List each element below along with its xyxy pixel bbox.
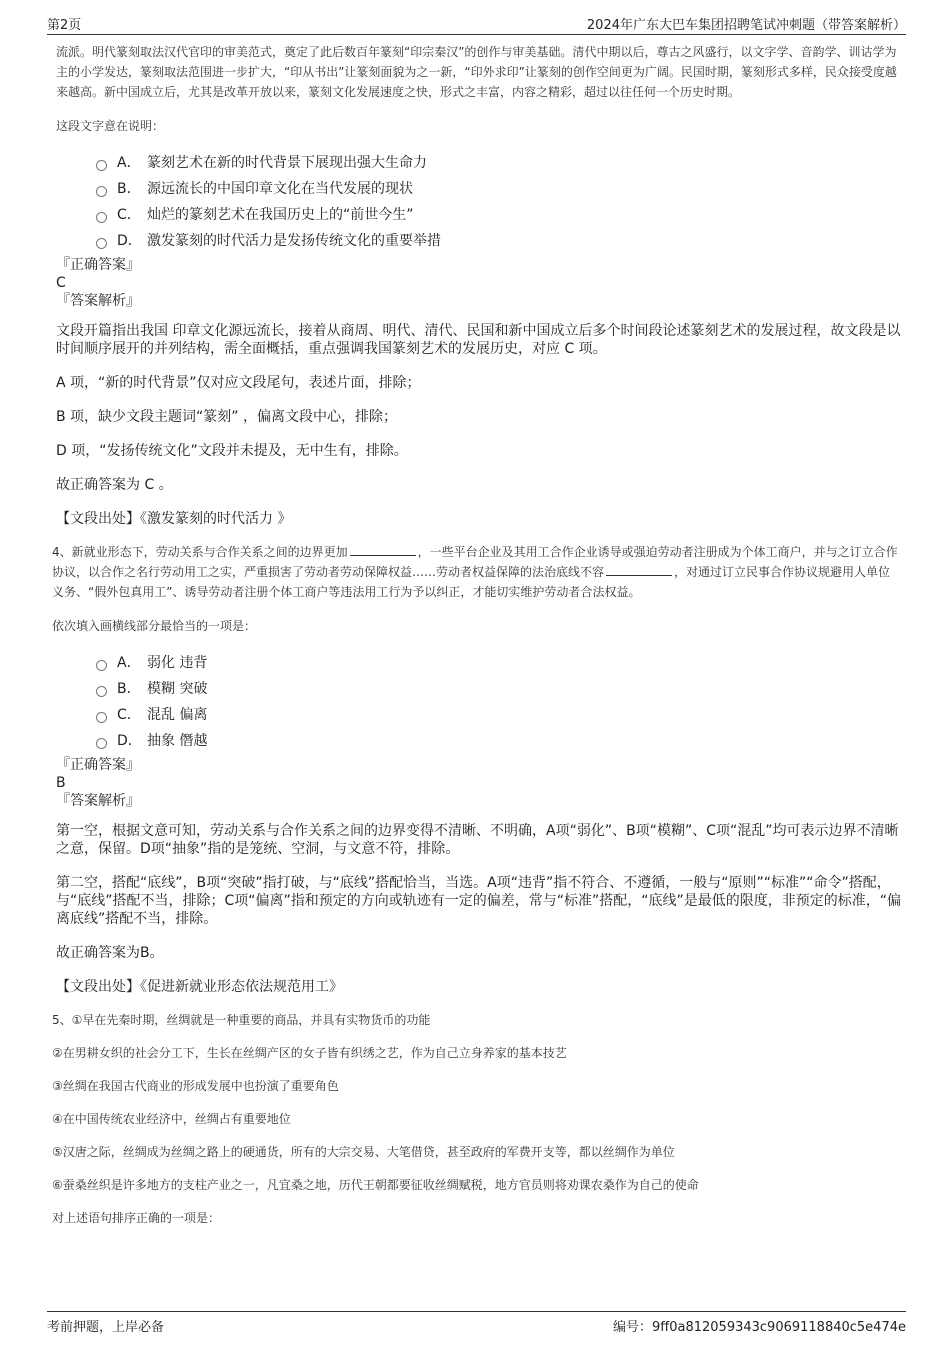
q5-item-4: ④在中国传统农业经济中，丝绸占有重要地位 xyxy=(52,1112,291,1126)
radio-icon[interactable] xyxy=(96,712,107,723)
q4-option-d[interactable]: D． 抽象 僭越 xyxy=(96,728,902,754)
q4-answer-label: 『正确答案』 xyxy=(56,757,140,773)
blank-line xyxy=(350,543,416,556)
radio-icon[interactable] xyxy=(96,738,107,749)
radio-icon[interactable] xyxy=(96,686,107,697)
page-content xyxy=(52,42,902,1228)
q4-option-a[interactable]: A． 弱化 违背 xyxy=(96,650,902,676)
page-footer xyxy=(47,1311,906,1338)
q5-item-3: ③丝绸在我国古代商业的形成发展中也扮演了重要角色 xyxy=(52,1079,339,1093)
q5-prompt: 对上述语句排序正确的一项是： xyxy=(52,1211,221,1225)
radio-icon[interactable] xyxy=(96,212,107,223)
q3-option-b[interactable]: B． 源远流长的中国印章文化在当代发展的现状 xyxy=(96,176,902,202)
q3-analysis-label: 『答案解析』 xyxy=(56,293,140,309)
q3-answer-label: 『正确答案』 xyxy=(56,257,140,273)
q3-source: 【文段出处】《激发篆刻的时代活力 》 xyxy=(56,511,292,527)
q4-analysis-3: 故正确答案为B。 xyxy=(56,945,164,961)
q4-answer: B xyxy=(56,775,66,791)
q4-question: 4、新就业形态下，劳动关系与合作关系之间的边界更加 ，一些平台企业及其用工合作企业诱导或强迫劳动者注册成为个体工商户，并与之订立合作协议，以合作之名行劳动用工之实，严重损害了劳动者劳动保障权益……劳动者权益保障的法治底线不容 ，对通过订立民事合作协议规避用人单位义务、“假外包真用工”、诱导劳动者注册个体工商户等违法用工行为予以纠正，才能切实维护劳动者合法权益。 xyxy=(52,545,898,599)
document-title: 2024年广东大巴车集团招聘笔试冲刺题（带答案解析） xyxy=(586,18,906,33)
page-header xyxy=(47,12,906,35)
q4-analysis-label: 『答案解析』 xyxy=(56,793,140,809)
q3-analysis-3: B 项，缺少文段主题词“篆刻” ，偏离文段中心，排除； xyxy=(56,409,398,425)
q4-options xyxy=(96,650,902,754)
q3-options xyxy=(96,150,902,254)
q3-option-a[interactable]: A． 篆刻艺术在新的时代背景下展现出强大生命力 xyxy=(96,150,902,176)
q5-item-5: ⑤汉唐之际，丝绸成为丝绸之路上的硬通货，所有的大宗交易、大笔借贷，甚至政府的军费开支等，都以丝绸作为单位 xyxy=(52,1145,675,1159)
q3-prompt: 这段文字意在说明： xyxy=(56,119,165,133)
radio-icon[interactable] xyxy=(96,660,107,671)
document-serial: 编号：9ff0a812059343c9069118840c5e474e xyxy=(613,1320,906,1335)
radio-icon[interactable] xyxy=(96,186,107,197)
radio-icon[interactable] xyxy=(96,160,107,171)
q3-passage: 流派。明代篆刻取法汉代官印的审美范式，奠定了此后数百年篆刻“印宗秦汉”的创作与审美基础。清代中期以后，尊古之风盛行，以文字学、音韵学、训诂学为主的小学发达，篆刻取法范围进一步扩大，“印从书出”让篆刻面貌为之一新，“印外求印”让篆刻的创作空间更为广阔。民国时期，篆刻形式多样，民众接受度越来越高。新中国成立后，尤其是改革开放以来，篆刻文化发展速度之快，形式之丰富，内容之精彩，超过以往任何一个历史时期。 xyxy=(56,45,897,99)
q4-option-c[interactable]: C． 混乱 偏离 xyxy=(96,702,902,728)
radio-icon[interactable] xyxy=(96,238,107,249)
q4-source: 【文段出处】《促进新就业形态依法规范用工》 xyxy=(56,979,343,995)
q3-option-c[interactable]: C． 灿烂的篆刻艺术在我国历史上的“前世今生” xyxy=(96,202,902,228)
q3-option-d[interactable]: D． 激发篆刻的时代活力是发扬传统文化的重要举措 xyxy=(96,228,902,254)
q3-analysis-4: D 项，“发扬传统文化”文段并未提及，无中生有，排除。 xyxy=(56,443,408,459)
footer-slogan: 考前押题，上岸必备 xyxy=(47,1320,165,1335)
q4-option-b[interactable]: B． 模糊 突破 xyxy=(96,676,902,702)
q5-item-1: 5、①早在先秦时期，丝绸就是一种重要的商品，并具有实物货币的功能 xyxy=(52,1013,431,1027)
q5-item-2: ②在男耕女织的社会分工下，生长在丝绸产区的女子皆有织绣之艺，作为自己立身养家的基本技艺 xyxy=(52,1046,567,1060)
blank-line xyxy=(606,563,672,576)
page-number: 第2页 xyxy=(47,18,82,33)
q4-analysis-2: 第二空，搭配“底线”，B项“突破”指打破，与“底线”搭配恰当，当选。A项“违背”指不符合、不遵循，一般与“原则”“标准”“命令”搭配，与“底线”搭配不当，排除；C项“偏离”指和预定的方向或轨迹有一定的偏差，常与“标准”搭配，“底线”是最低的限度，非预定的标准，“偏离底线”搭配不当，排除。 xyxy=(56,875,902,927)
q4-analysis-1: 第一空，根据文意可知，劳动关系与合作关系之间的边界变得不清晰、不明确，A项“弱化”、B项“模糊”、C项“混乱”均可表示边界不清晰之意，保留。D项“抽象”指的是笼统、空洞，与文意不符，排除。 xyxy=(56,823,899,857)
q3-analysis-1: 文段开篇指出我国 印章文化源远流长，接着从商周、明代、清代、民国和新中国成立后多个时间段论述篆刻艺术的发展过程，故文段是以时间顺序展开的并列结构，需全面概括，重点强调我国篆刻艺术的发展历史，对应 C 项。 xyxy=(56,323,901,357)
q5-item-6: ⑥蚕桑丝织是许多地方的支柱产业之一，凡宜桑之地，历代王朝都要征收丝绸赋税，地方官员则将劝课农桑作为自己的使命 xyxy=(52,1178,699,1192)
q4-prompt: 依次填入画横线部分最恰当的一项是： xyxy=(52,619,257,633)
q3-analysis-2: A 项，“新的时代背景”仅对应文段尾句，表述片面，排除； xyxy=(56,375,421,391)
q3-answer: C xyxy=(56,275,66,291)
q3-analysis-5: 故正确答案为 C 。 xyxy=(56,477,173,493)
